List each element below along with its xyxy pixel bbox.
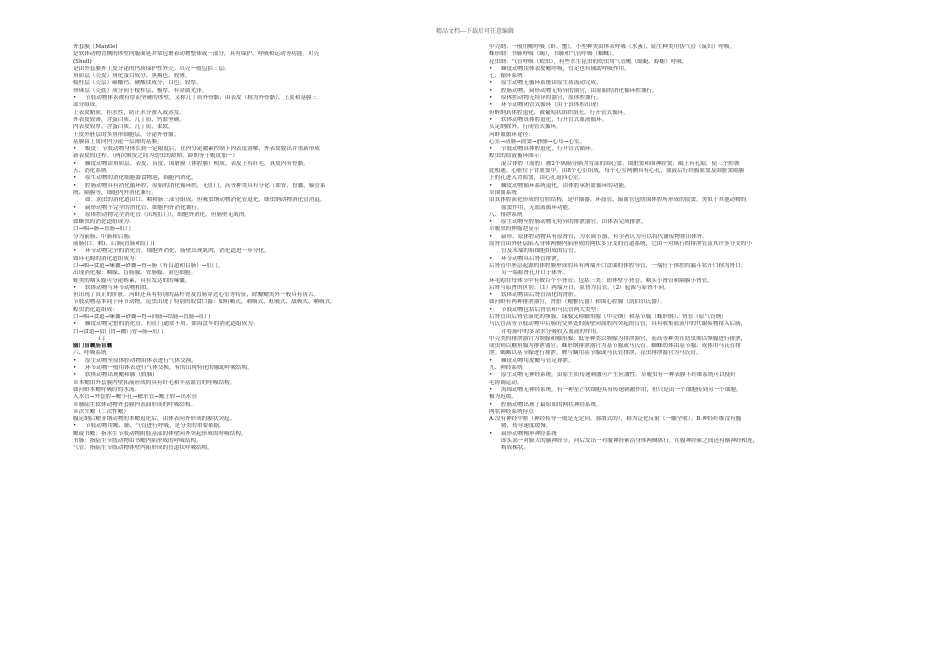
text-line: • 节肢动物包括后肾管和马氏管两大类型： [489, 307, 884, 314]
text-line: 并将肠中的多余水分吸收入血液的作用。 [501, 328, 602, 335]
text-line: ※本鳃由外套膜内壁拓展形成的具有纤毛和丰富血管的呼吸结构。 [73, 379, 236, 386]
text-line: 六、呼吸系统 [73, 350, 107, 357]
text-line: • 环节动物完全的消化管，细胞外消化，肠壁出现肌肉，消化道进一步分化。 [73, 248, 468, 255]
text-line: 书肺：指陆生节肢动物由书鳃内陷形成的呼吸结构。 [73, 438, 202, 445]
text-line: ↓↓ [97, 335, 107, 342]
text-line: 外套膜（Mantle) [73, 44, 118, 50]
text-line: • 节肢动物真体腔退化，行开管式循环。 [489, 146, 884, 153]
text-line: • 棘皮动物完整的消化管，但肛门通常不用。如海盘车的消化道组成为： [73, 321, 468, 328]
text-line: 前肠(口、咽)、后肠(直肠和肛门) [73, 241, 155, 248]
text-line: • 棘皮动物由角质层、表皮、真皮、围脏膜（体腔膜）构成。表皮上有纤毛，真皮内有骨骼。 [73, 161, 468, 168]
text-line: 昆虫纲：气管呼吸（蝗虫），有些水生昆虫的幼虫用气管鳃（蜻蜓、蜉蝣）呼吸。 [489, 58, 688, 65]
text-line: 新表皮的过程。（两次蜕皮之间为幼虫的龄期，龄期等于蜕皮加一） [73, 153, 239, 160]
text-line: • 腔肠动物具有消化循环腔，原始的消化循环腔，无肛门，高等种类具有分化（如胃、胃囊、辐管系 [73, 183, 468, 190]
text-line: 后肾与原肾的区别：（1）两端开口，原肾为盲管。（2）起源与原肾不同。 [489, 284, 670, 291]
text-line: • 软体动物与环节动物相似。 [73, 285, 468, 292]
text-line: 口→咽→食道→嗉囊→砂囊→胃→肠（有盲道和盲肠）→肛门。 [73, 262, 224, 269]
text-line: 河蚌血循环途径： [489, 131, 534, 138]
text-line: 珍珠层（壳底）成分同于棱柱层、极厚，有金属光泽。 [73, 87, 208, 94]
text-line: 是软体动物背侧的体壁向腹面延并常包裹着动物整体或一部分，具有保护、呼吸和运动等功能。贝壳 [73, 51, 320, 58]
text-line: 气管：指陆生节肢动物体壁内陷形成的管道状呼吸结构。 [73, 445, 213, 452]
text-line: 基膜由上皮向内分泌一层薄的基膜。 [73, 138, 163, 145]
text-line: 棱柱层（壳层）碳酸钙、硬酸镁成分，白色，较厚。 [73, 80, 202, 87]
text-line: • 腔肠动物、扁形动物无特异的器官，由原始的消化循环腔兼行。 [489, 88, 884, 95]
text-line: 如蛔虫的消化道组成为: [73, 219, 131, 226]
text-line: 鞘，传导速度缓慢。 [501, 423, 552, 430]
text-line: 蝗虫的血液循环图示： [489, 153, 545, 160]
text-line: • 扁形动物不完全的消化管，细胞内外消化兼行。 [73, 205, 468, 212]
text-line: 部分组成。 [73, 102, 101, 109]
text-line: 七、循环系统 [489, 73, 523, 80]
text-line: ※围血系统 [489, 189, 517, 196]
text-line: 蛛形纲：书肺呼吸（蝎），书肺和气管呼吸（蜘蛛）。 [489, 51, 618, 58]
text-line: 入水管→外套腔→鳃小孔→鳃水管→鳃上腔→出水管 [73, 394, 198, 401]
text-line: • 环节动物具后肾管排泄。 [489, 256, 884, 263]
text-line: 头足纲除外，行闭管式循环。 [489, 124, 562, 131]
text-line: 外表皮较薄，含蛋白质、几丁质、钙盐坚硬。 [73, 116, 185, 123]
text-line: • 节肢动物体表被有厚而坚硬的体壁，又称几丁质外骨骼；由表皮（称为外骨骼）、上皮和基膜三 [73, 95, 468, 102]
text-line: 如河蚌有两种排泄器官，肾脏（鲍雅氏器）和围心腔腺（凯伯尔氏器）。 [489, 299, 666, 306]
text-line: 马氏管高等节肢动物中后肠的交界处的肠壁向血腔内突起的盲管，具有收集血液中的代谢废物排入后肠， [489, 321, 747, 328]
text-line: • 环节动物一般用体表进行气体交换，有的出现特化的辅助呼吸结构。 [73, 365, 468, 372]
text-line: 是由外套膜外上皮分泌的钙质保护性外壳。贝壳一般包括三层: [73, 65, 226, 72]
text-line: 甲壳纲：一般用鳃呼吸（虾、蟹），小型种类由体表呼吸（水蚤），陆生种类用伪气管（鼠妇）呼吸。 [489, 44, 736, 50]
text-line: 混合体腔（血腔）被2个纵隔分隔为背部的围心窦、围脏窦和围神经窦，隔上有孔隙，使三个腔彼 [501, 160, 740, 167]
text-line: 八、排泄系统 [489, 211, 523, 218]
text-line: 腹足纲后鳃亚纲动物的本鳃退化后，由体表向外形成的膜状突起。 [73, 416, 236, 423]
text-line: 心室→动脉→血窦→静脉→心耳→心室。 [489, 138, 586, 145]
text-line: 上的孔进入背血窦，由心孔返回心室。 [489, 175, 585, 182]
text-line: • 软体动物真体腔退化，行开管式血液循环。 [489, 117, 884, 124]
text-line: 由真体腔演化形成的管腔结构，是中轴器、环血管、辐血管包绕围体腔所形成的血窦。类似于其他动物的 [489, 197, 747, 204]
text-line: • 棘皮动物用体表皮鳃呼吸，管足也有辅助呼吸作用。 [489, 66, 884, 73]
text-line: 原肾管由外胚层陷入身体两侧内陷形成的网状多分支的管道系统，它由一对纵行的排泄管及其许多分支的小 [489, 241, 752, 248]
text-line: • 原生动物的消化细胞器食物泡，细胞内消化。 [73, 175, 468, 182]
text-line: 成虫则以触角腺为排泄器官。蛛形纲排泄器官为基节腺或马氏管。蜘蛛幼体由基节腺、成体用马氏管排 [489, 343, 741, 350]
text-line: 节肢动物基本同于环节动物，昆虫出现了特别的取食口器：如咀嚼式，刺吸式、虹吸式、舐吸式、嚼吸式。 [73, 299, 336, 306]
text-line: 后肾管中胚层起源的体腔膜形成的具有两端开口盘曲的体腔导管，一端位于体腔的漏斗状开口称为肾口； [489, 262, 747, 269]
text-line: 草履虫的伸缩泡显示 [489, 226, 540, 233]
text-line: • 扁形动物梯形神经系统 [489, 431, 884, 438]
text-line: 内表皮较厚，含蛋白质、几丁质，柔软。 [73, 124, 174, 131]
text-line: 口→食道→贲门胃→幽门胃→肠→肛门 [73, 328, 164, 335]
left-column [73, 44, 468, 453]
text-line: 管及末端的焰细胞组成的盲管。 [501, 248, 580, 255]
text-line: 蛭类的咽头腺可分泌蛭素，具有发达的的嗉囊。 [73, 277, 191, 284]
text-line: 鳃或书鳃：指水生节肢动物附肢基部的体壁向外突起形成的呼吸结构。 [73, 430, 247, 437]
text-line: 构成梯状。 [501, 445, 529, 452]
text-line: 如：涡虫的消化道由口、咽和肠三部分组成。但吸虫纲动物消化管退化，绦虫纲动物消化管消退。 [85, 197, 326, 204]
text-line: • 原体腔动物完全消化管（出现肛门），细胞外消化，但肠壁无肌肉。 [73, 212, 468, 219]
text-line: 九、神经系统 [489, 365, 523, 372]
text-line: 分为前肠、中肠和后肠; [73, 233, 131, 240]
text-line: 但出现了真正的肝脏。河蚌还具有特别的晶杆胃及直肠穿过心室等特征，除瓣鳃类外一般具有齿舌。 [73, 292, 320, 299]
text-line: • 原生动物无神经系统。由原生质传递刺激可产生应激性。草履虫有一种表膜下纤维系统可以使纤 [489, 372, 884, 379]
text-line: 另一端称肾孔开口于体外。 [501, 270, 569, 277]
text-line: • 扁形、原体腔动物具有原肾管，为水调节器，有学者认为可以将代谢废物排出体外。 [489, 234, 884, 241]
text-line: • 原生动物无循环系统由原生质流动完成。 [489, 80, 884, 87]
right-column [489, 44, 884, 453]
text-line: • 节肢动物用鳃、肺、气管进行呼吸。是分类的重要依据。 [73, 423, 468, 430]
text-line: 泄。蝎蝎以基节腺进行排泄，蜱与螨用基节腺或马氏管排泄，昆虫排泄器官为马氏管。 [489, 350, 702, 357]
text-line: 如河蚌本鳃呼吸时的水流： [73, 386, 141, 393]
text-line: ※次生鳃（二次性鳃） [73, 408, 129, 415]
text-line: A.没有神经中枢（神经传导一般是无定向、弥散式的），称为泛化反射（一触全收）。B.神经纤维没有髓 [489, 416, 742, 423]
text-line: 上皮外胚层的多角形细胞层，分泌外骨骼。 [73, 131, 180, 138]
text-line: (Shell) [73, 58, 92, 65]
text-line: • 软体动物出现鳃和肺（假肺） [73, 372, 468, 379]
text-line: • 原生动物至腔肠动物无特异的排泄器官，由体表完成排泄。 [489, 219, 884, 226]
text-line: • 海绵动物无神经系统。有一种星芒状细胞具有传递刺激作用，但只是由一个细胞传到另一个细胞， [489, 387, 884, 394]
text-line: 极为迟缓。 [489, 394, 517, 401]
text-line: • 软体动物由后肾管演化的肾脏。 [489, 292, 884, 299]
text-line: 此相通。心脏位于背血窦中，由8个心室组成，每个心室两侧具有心孔，血液后行经腹血窦及围脏窦隔膜 [489, 168, 745, 175]
text-line: 环毛蚓在每体节中有数百个小肾管；包括三类：即体壁小肾管、咽头小肾管和隔膜小肾管。 [489, 277, 713, 284]
text-line: 但蛭纲真体腔退化，被葡萄状组织填充，行开管式循环。 [489, 109, 629, 116]
text-line: • 棘皮动物用皮鳃与管足排泄。 [489, 358, 884, 365]
text-line: 即头部一对膨大的脑神经节，向后发出一对腹神经索沿身体两侧纵行，在腹神经索之间还有横神经相连， [501, 438, 759, 445]
text-line: • 腔肠动物出现了最原始的网状神经系统。 [489, 402, 884, 409]
text-line: 统、隔膜等，细胞内外消化兼行。 [73, 189, 157, 196]
text-line: 甲壳类的排泄器官为颚腺和触角腺；低等种类以颚腺为排泄器官，而高等种类在幼虫期以颚腺进行排泄， [489, 335, 747, 342]
page-header: 精品文档---下载后可任意编辑 [435, 28, 515, 35]
text-line: 口→咽→肠→直肠→肛门 [73, 226, 131, 233]
text-line: 血窦作用，无血液循环功能。 [501, 204, 574, 211]
text-line: 幽门盲囊肠盲囊 [73, 343, 113, 350]
text-line: • 棘皮动物循环系统退化，由体腔承担血循环的功能。 [489, 183, 884, 190]
text-line: 口→咽→食道→嗉囊→砂囊→胃→回肠→结肠→直肠→肛门 [73, 313, 211, 320]
text-line: • 环节动物闭管式循环（由于真体腔出现） [489, 102, 884, 109]
text-line: 角质层（壳皮）角化蛋白成分、黑褐色、较薄。 [73, 73, 191, 80]
text-line: 网状神经系统特点 [489, 408, 534, 415]
text-line: 上表皮蜡质，拒水性，防止水分渗入或蒸发。 [73, 109, 185, 116]
text-line: 如环毛蚓的消化道组成为： [73, 255, 141, 262]
text-line: • 蜕皮：节肢动物身体长到一定限度后，在内分泌激素控制下内表皮溶解，外表皮脱出并重新形成 [73, 146, 468, 153]
text-line: 后肾管由后肾管演化的颚腺、绿腺又称触角腺（甲壳纲）和基节腺（蛛形纲）、肾管（原气管纲） [489, 313, 727, 320]
text-line: ※肺陆生软体动物外套膜内表面形成的呼吸结构。 [73, 401, 197, 408]
text-line: 蝗虫消化道组成： [73, 306, 118, 313]
text-line: 出现消化腺：咽腺、盲肠腺、胃肠腺、黄色细胞。 [73, 270, 197, 277]
text-line: • 原体腔动物无特异的器官，原体腔兼行。 [489, 95, 884, 102]
text-line: 毛协调运动。 [489, 379, 523, 386]
text-line: 五、消化系统 [73, 168, 107, 175]
text-line: • 原生动物至原体腔动物由体表进行气体交换。 [73, 358, 468, 365]
